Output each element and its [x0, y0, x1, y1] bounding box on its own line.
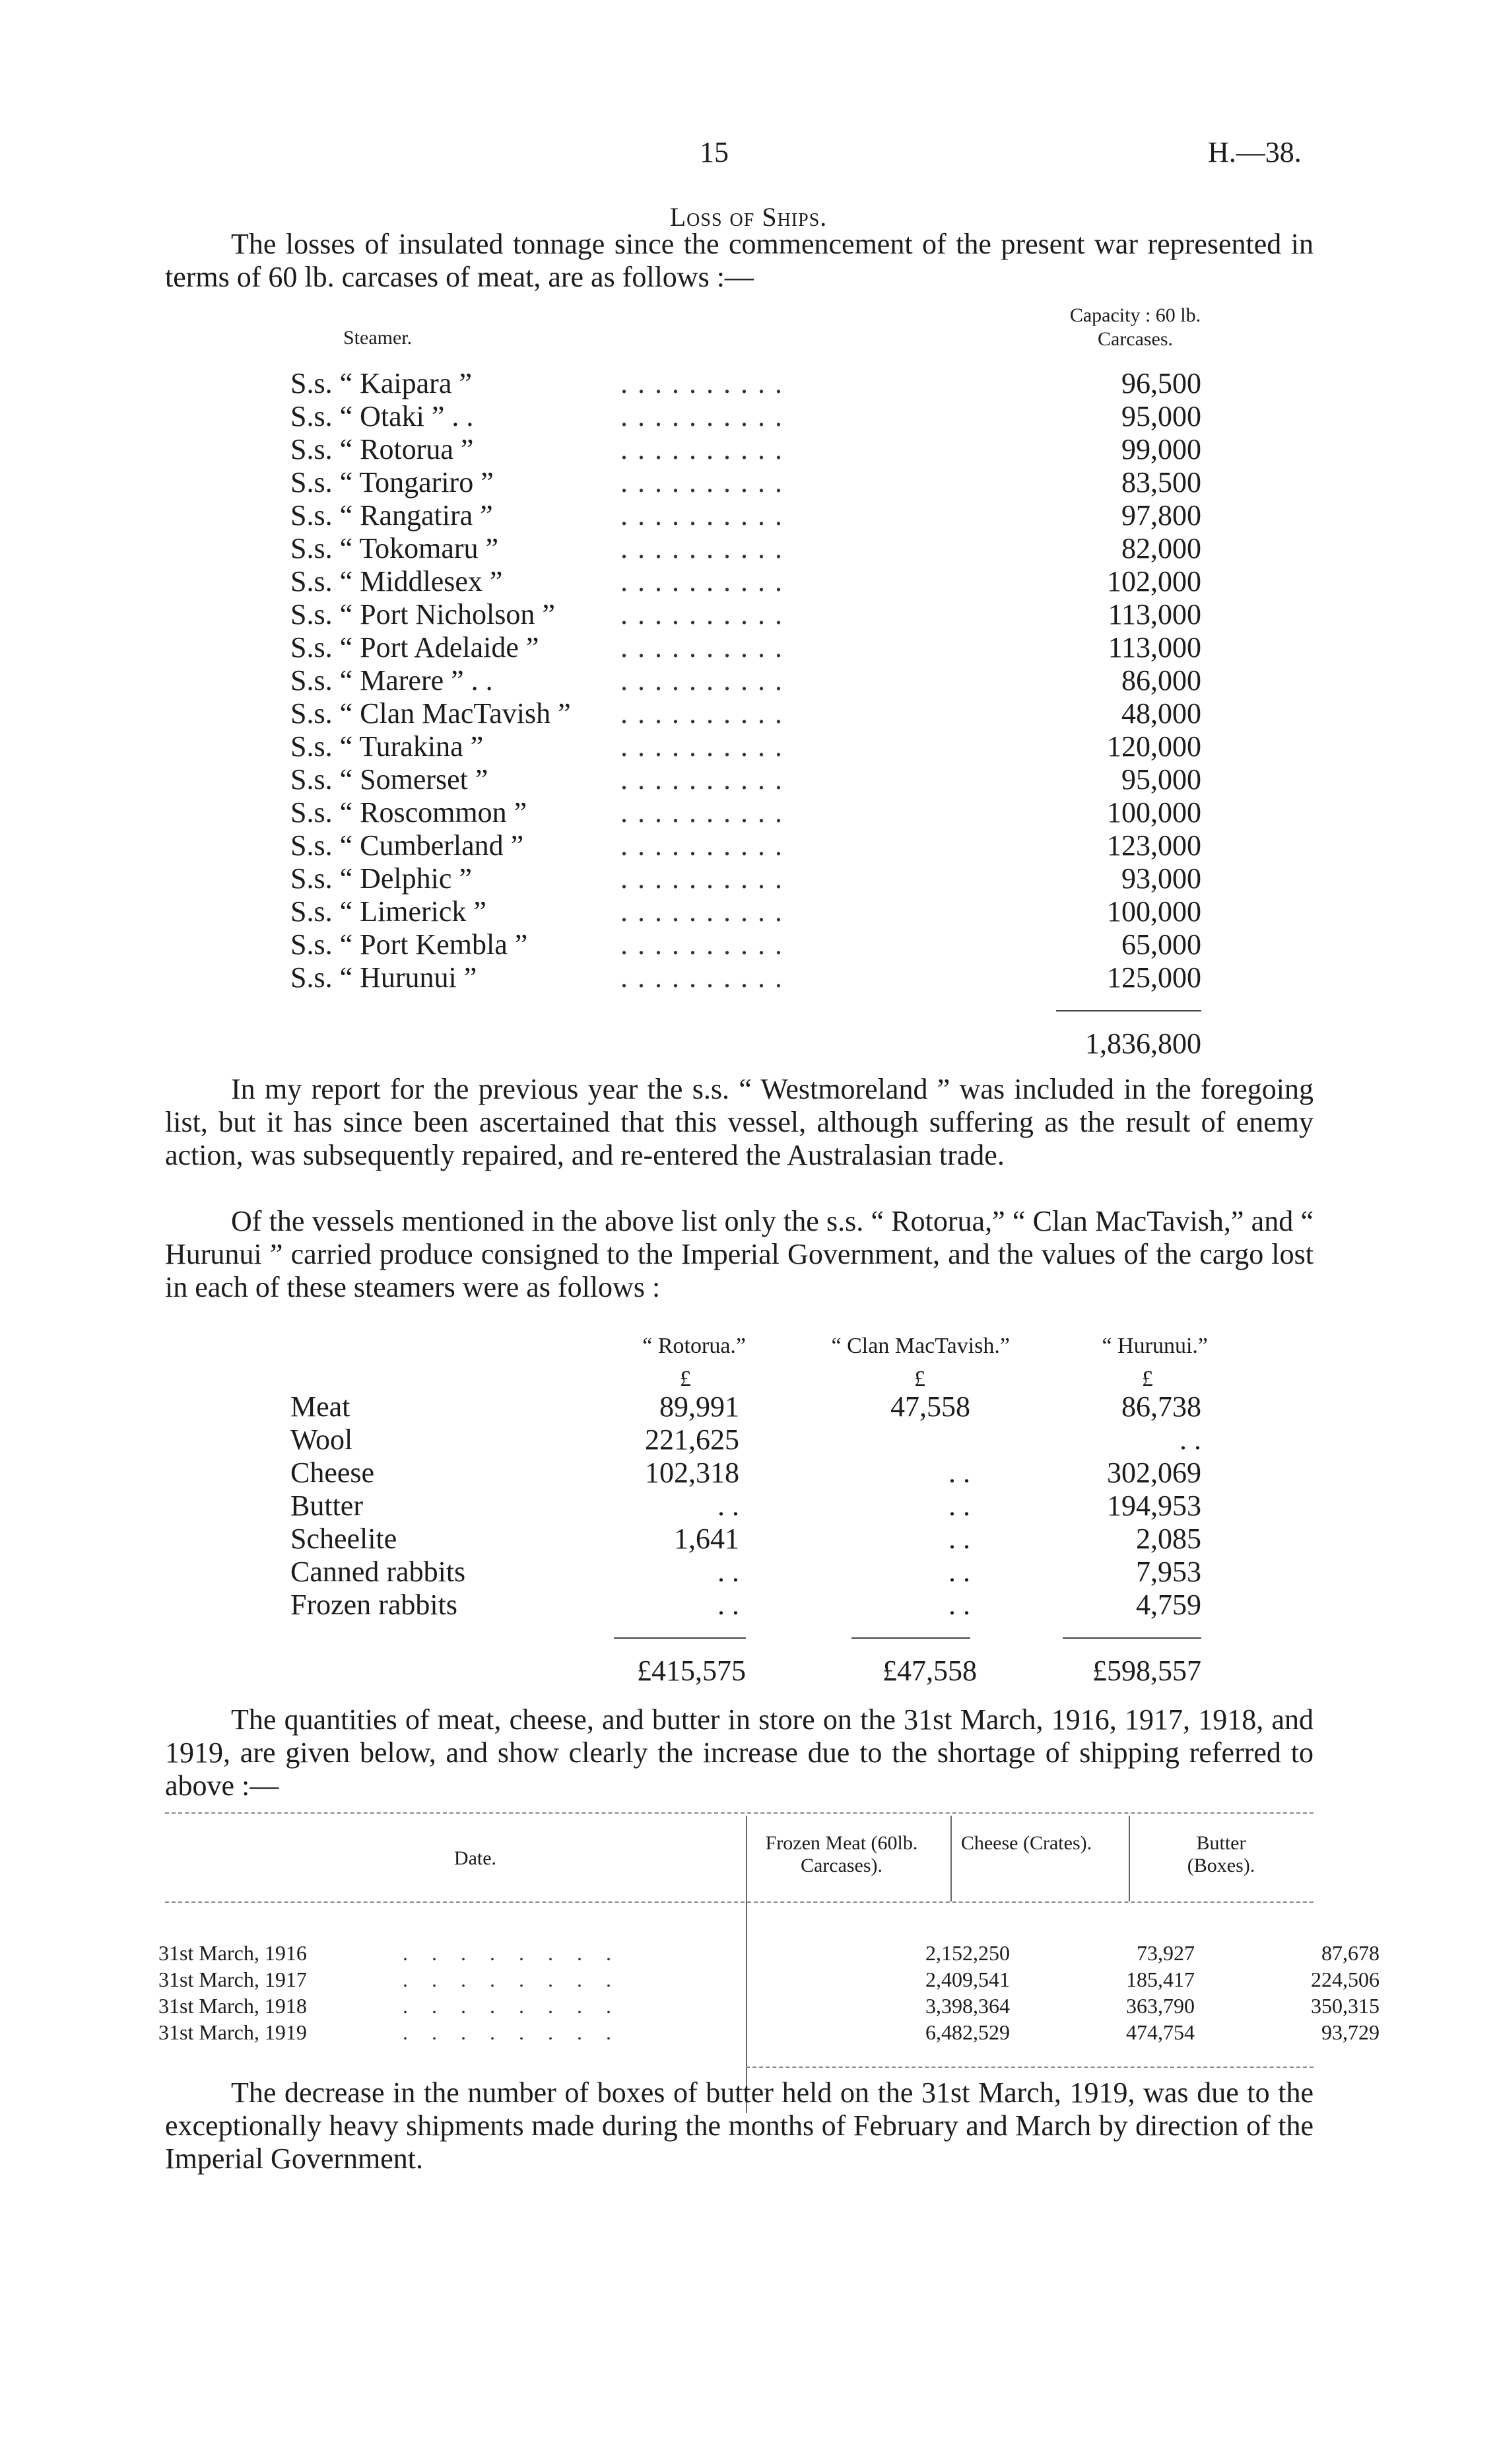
- rotorua-value: 102,318: [645, 1456, 739, 1489]
- column-divider: [950, 1816, 952, 1901]
- table-row: [290, 961, 1201, 994]
- rotorua-value: . .: [717, 1589, 739, 1621]
- cargo-label: Butter: [290, 1489, 363, 1522]
- hurunui-value: 7,953: [1136, 1556, 1201, 1588]
- table-row: [290, 598, 1201, 631]
- clan-mactavish-value: . .: [948, 1456, 970, 1489]
- table-row: [290, 631, 1201, 664]
- ship-name: S.s. “ Rotorua ”: [290, 433, 474, 465]
- rotorua-value: . .: [717, 1556, 739, 1588]
- hurunui-value: . .: [1180, 1423, 1201, 1456]
- hurunui-value: 4,759: [1136, 1589, 1201, 1621]
- hurunui-value: 2,085: [1136, 1523, 1201, 1555]
- ship-name: S.s. “ Port Adelaide ”: [290, 631, 539, 664]
- table-row: [158, 1968, 1380, 1994]
- leader-dots: . . . . . . . .: [403, 2020, 620, 2044]
- ship-capacity: 123,000: [1107, 829, 1201, 862]
- leader-dots: . . . . . . . . . .: [620, 796, 783, 829]
- table-row: [290, 1555, 1221, 1588]
- table-row: [158, 1941, 1380, 1968]
- table-top-rule: [165, 1812, 1314, 1814]
- hurunui-total: £598,557: [1092, 1655, 1201, 1687]
- table-bottom-rule: [746, 2067, 1314, 2068]
- ship-name: S.s. “ Kaipara ”: [290, 367, 472, 399]
- clan-mactavish-value: . .: [948, 1523, 970, 1555]
- clan-mactavish-value: . .: [948, 1489, 970, 1522]
- leader-dots: . . . . . . . .: [403, 1941, 620, 1965]
- leader-dots: . . . . . . . . . .: [620, 598, 783, 631]
- ship-capacity: 113,000: [1108, 631, 1201, 664]
- ship-name: S.s. “ Otaki ” . .: [290, 400, 474, 432]
- table-row: [290, 928, 1201, 961]
- cargo-label: Frozen rabbits: [290, 1589, 457, 1621]
- table-row: [290, 1522, 1221, 1555]
- table-row: [290, 1489, 1221, 1522]
- leader-dots: . . . . . . . . . .: [620, 664, 783, 697]
- leader-dots: . . . . . . . . . .: [620, 532, 783, 565]
- clan-mactavish-value: . .: [948, 1589, 970, 1621]
- ship-name: S.s. “ Turakina ”: [290, 730, 484, 763]
- column-divider: [1129, 1816, 1130, 1901]
- cargo-label: Wool: [290, 1423, 353, 1456]
- hurunui-value: 194,953: [1107, 1489, 1201, 1522]
- table-row: [290, 1588, 1221, 1621]
- ship-capacity: 97,800: [1121, 499, 1201, 531]
- ship-name: S.s. “ Somerset ”: [290, 763, 488, 796]
- steamer-column-header: Steamer.: [343, 327, 413, 349]
- pound-sign: £: [914, 1367, 925, 1391]
- table-row: [290, 432, 1201, 465]
- cargo-label: Cheese: [290, 1456, 375, 1489]
- table-row: [290, 565, 1201, 598]
- leader-dots: . . . . . . . . . .: [620, 928, 783, 961]
- table-row: [290, 366, 1201, 399]
- ship-name: S.s. “ Port Kembla ”: [290, 928, 528, 961]
- rotorua-value: . .: [717, 1489, 739, 1522]
- header-bottom-rule: [165, 1901, 1314, 1903]
- frozen-meat-cell: 3,398,364: [925, 1994, 1010, 2018]
- table-row: [290, 895, 1201, 928]
- table-row: [290, 763, 1201, 796]
- ship-name: S.s. “ Delphic ”: [290, 862, 472, 895]
- rotorua-total-rule: [614, 1637, 746, 1639]
- frozen-meat-cell: 2,409,541: [925, 1968, 1010, 1991]
- section-title: Loss of Ships.: [669, 202, 828, 232]
- leader-dots: . . . . . . . . . .: [620, 400, 783, 432]
- ship-capacity: 120,000: [1107, 730, 1201, 763]
- capacity-column-header: Capacity : 60 lb. Carcases.: [1069, 304, 1201, 350]
- table-row: [290, 465, 1201, 498]
- ship-name: S.s. “ Middlesex ”: [290, 565, 503, 598]
- date-column-header: Date.: [453, 1847, 497, 1869]
- table-row: [290, 796, 1201, 829]
- date-cell: 31st March, 1916: [158, 1941, 307, 1965]
- hurunui-value: 86,738: [1121, 1390, 1201, 1423]
- table-row: [290, 498, 1201, 531]
- westmoreland-paragraph: In my report for the previous year the s.s. “ Westmoreland ” was included in the foregoing list, but it has since been ascertained that this vessel, although suffering as the result of enemy action, was subsequently repaired, and re-entered the Australasian trade.: [165, 1073, 1314, 1171]
- ship-capacity: 65,000: [1121, 928, 1201, 961]
- rotorua-column-header: “ Rotorua.”: [642, 1334, 746, 1358]
- butter-cell: 93,729: [1321, 2020, 1380, 2044]
- cheese-cell: 363,790: [1126, 1994, 1195, 2018]
- ship-capacity: 95,000: [1121, 400, 1201, 432]
- leader-dots: . . . . . . . . . .: [620, 961, 783, 994]
- ship-capacity: 125,000: [1107, 961, 1201, 994]
- ship-name: S.s. “ Clan MacTavish ”: [290, 697, 571, 730]
- leader-dots: . . . . . . . .: [403, 1994, 620, 2018]
- leader-dots: . . . . . . . . . .: [620, 466, 783, 498]
- clan-mactavish-value: . .: [948, 1556, 970, 1588]
- intro-paragraph: The losses of insulated tonnage since the commencement of the present war represented in terms of 60 lb. carcases of meat, are as follows :—: [165, 228, 1314, 293]
- leader-dots: . . . . . . . . . .: [620, 730, 783, 763]
- cargo-label: Canned rabbits: [290, 1556, 466, 1588]
- ship-capacity: 82,000: [1121, 532, 1201, 565]
- cheese-cell: 474,754: [1126, 2020, 1195, 2044]
- frozen-meat-column-header: Frozen Meat (60lb. Carcases).: [765, 1832, 918, 1876]
- leader-dots: . . . . . . . . . .: [620, 895, 783, 928]
- table-row: [290, 1456, 1221, 1489]
- leader-dots: . . . . . . . . . .: [620, 862, 783, 895]
- table-row: [290, 1423, 1221, 1456]
- ships-total: 1,836,800: [1085, 1027, 1201, 1060]
- page-number: 15: [700, 136, 729, 168]
- table-row: [290, 399, 1201, 432]
- ship-name: S.s. “ Marere ” . .: [290, 664, 493, 697]
- ship-capacity: 100,000: [1107, 895, 1201, 928]
- table-row: [158, 1994, 1380, 2020]
- ship-capacity: 93,000: [1121, 862, 1201, 895]
- ship-name: S.s. “ Tokomaru ”: [290, 532, 499, 565]
- butter-cell: 224,506: [1311, 1968, 1380, 1991]
- ship-name: S.s. “ Roscommon ”: [290, 796, 527, 829]
- clan-mactavish-value: 47,558: [890, 1390, 970, 1423]
- date-cell: 31st March, 1918: [158, 1994, 307, 2018]
- hurunui-total-rule: [1063, 1637, 1201, 1639]
- cargo-label: Meat: [290, 1390, 350, 1423]
- leader-dots: . . . . . . . . . .: [620, 697, 783, 730]
- leader-dots: . . . . . . . . . .: [620, 565, 783, 598]
- ship-capacity: 96,500: [1121, 367, 1201, 399]
- leader-dots: . . . . . . . . . .: [620, 499, 783, 531]
- ship-capacity: 86,000: [1121, 664, 1201, 697]
- ship-name: S.s. “ Cumberland ”: [290, 829, 524, 862]
- clan-mactavish-column-header: “ Clan MacTavish.”: [831, 1334, 1010, 1358]
- butter-column-header: Butter (Boxes).: [1187, 1832, 1255, 1876]
- ship-capacity: 95,000: [1121, 763, 1201, 796]
- ship-capacity: 100,000: [1107, 796, 1201, 829]
- rotorua-value: 1,641: [674, 1523, 739, 1555]
- table-row: [290, 664, 1201, 697]
- date-cell: 31st March, 1919: [158, 2020, 307, 2044]
- ship-capacity: 113,000: [1108, 598, 1201, 631]
- pound-sign: £: [1142, 1367, 1153, 1391]
- table-row: [290, 1390, 1221, 1423]
- total-rule: [1056, 1010, 1201, 1011]
- cheese-column-header: Cheese (Crates).: [960, 1832, 1092, 1854]
- cheese-cell: 73,927: [1137, 1941, 1195, 1965]
- quantities-paragraph: The quantities of meat, cheese, and butter in store on the 31st March, 1916, 1917, 1918, and 1919, are given below, and show clearly the increase due to the shortage of shipping referred to above :—: [165, 1703, 1314, 1802]
- ship-capacity: 83,500: [1121, 466, 1201, 498]
- clan-mactavish-total: £47,558: [882, 1655, 977, 1687]
- ship-capacity: 102,000: [1107, 565, 1201, 598]
- leader-dots: . . . . . . . . . .: [620, 433, 783, 465]
- cheese-cell: 185,417: [1126, 1968, 1195, 1991]
- frozen-meat-cell: 2,152,250: [925, 1941, 1010, 1965]
- document-reference: H.—38.: [1208, 136, 1302, 168]
- leader-dots: . . . . . . . . . .: [620, 631, 783, 664]
- butter-cell: 87,678: [1321, 1941, 1380, 1965]
- ship-name: S.s. “ Limerick ”: [290, 895, 486, 928]
- table-row: [290, 730, 1201, 763]
- hurunui-column-header: “ Hurunui.”: [1102, 1334, 1208, 1358]
- leader-dots: . . . . . . . . . .: [620, 367, 783, 399]
- rotorua-value: 221,625: [645, 1423, 739, 1456]
- table-row: [290, 697, 1201, 730]
- ship-name: S.s. “ Rangatira ”: [290, 499, 493, 531]
- rotorua-total: £415,575: [637, 1655, 746, 1687]
- table-row: [290, 531, 1201, 565]
- cargo-label: Scheelite: [290, 1523, 397, 1555]
- butter-cell: 350,315: [1311, 1994, 1380, 2018]
- clan-total-rule: [851, 1637, 970, 1639]
- ship-name: S.s. “ Hurunui ”: [290, 961, 477, 994]
- table-row: [290, 829, 1201, 862]
- frozen-meat-cell: 6,482,529: [925, 2020, 1010, 2044]
- date-cell: 31st March, 1917: [158, 1968, 307, 1991]
- hurunui-value: 302,069: [1107, 1456, 1201, 1489]
- table-row: [158, 2020, 1380, 2047]
- table-row: [290, 862, 1201, 895]
- butter-paragraph: The decrease in the number of boxes of butter held on the 31st March, 1919, was due to the exceptionally heavy shipments made during the months of February and March by direction of the Imperial Government.: [165, 2076, 1314, 2175]
- pound-sign: £: [680, 1367, 691, 1391]
- ship-name: S.s. “ Tongariro ”: [290, 466, 494, 498]
- ship-capacity: 48,000: [1121, 697, 1201, 730]
- rotorua-value: 89,991: [659, 1390, 739, 1423]
- ship-name: S.s. “ Port Nicholson ”: [290, 598, 555, 631]
- leader-dots: . . . . . . . .: [403, 1968, 620, 1991]
- ship-capacity: 99,000: [1121, 433, 1201, 465]
- leader-dots: . . . . . . . . . .: [620, 763, 783, 796]
- vessels-paragraph: Of the vessels mentioned in the above list only the s.s. “ Rotorua,” “ Clan MacTavish,” and “ Hurunui ” carried produce consigned to the Imperial Government, and the values of the cargo lost in each of these steamers were as follows :: [165, 1205, 1314, 1303]
- leader-dots: . . . . . . . . . .: [620, 829, 783, 862]
